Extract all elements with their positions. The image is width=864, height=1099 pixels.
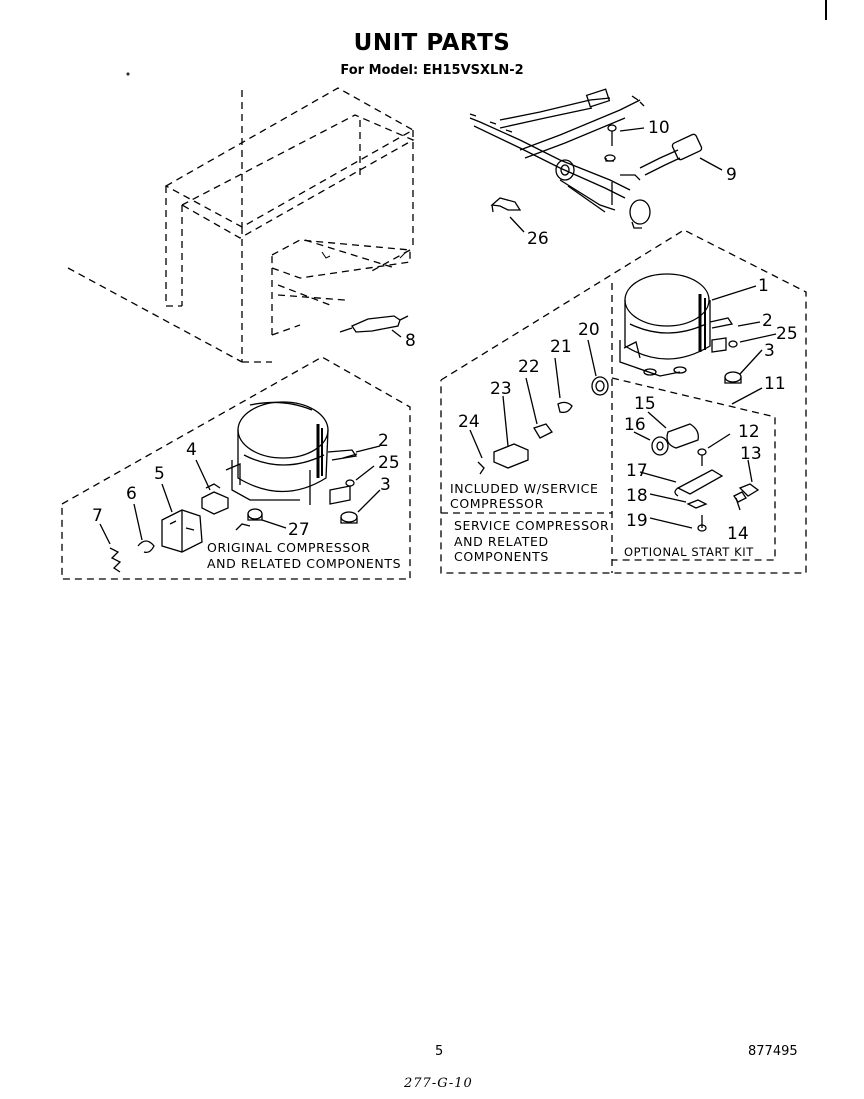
cabinet-details bbox=[127, 73, 406, 258]
service-group-label-1: SERVICE COMPRESSOR bbox=[454, 518, 610, 533]
callout-13: 13 bbox=[740, 444, 762, 464]
page-title: UNIT PARTS bbox=[353, 30, 511, 56]
callout-23: 23 bbox=[490, 379, 512, 399]
bracket-part bbox=[492, 198, 520, 212]
callout-25-original: 25 bbox=[378, 453, 400, 473]
included-note-2: COMPRESSOR bbox=[450, 496, 544, 511]
callout-19: 19 bbox=[626, 511, 648, 531]
service-compressor-drawing bbox=[620, 274, 732, 376]
small-parts-a bbox=[341, 454, 357, 523]
service-group-label-3: COMPONENTS bbox=[454, 549, 549, 564]
wiring-harness bbox=[470, 89, 703, 228]
grommet-part bbox=[236, 509, 262, 530]
spring-clip-part bbox=[110, 548, 120, 572]
part-number: 877495 bbox=[748, 1044, 798, 1059]
callout-17: 17 bbox=[626, 461, 648, 481]
page-number: 5 bbox=[435, 1044, 444, 1059]
callout-9: 9 bbox=[726, 165, 737, 185]
screw-part bbox=[605, 125, 616, 161]
clip-part bbox=[138, 541, 154, 552]
original-group-label-1: ORIGINAL COMPRESSOR bbox=[207, 540, 371, 555]
callout-15: 15 bbox=[634, 394, 656, 414]
cover-part bbox=[162, 510, 202, 552]
callout-14: 14 bbox=[727, 524, 749, 544]
callout-24: 24 bbox=[458, 412, 480, 432]
callout-16: 16 bbox=[624, 415, 646, 435]
callout-25-service: 25 bbox=[776, 324, 798, 344]
callout-2-original: 2 bbox=[378, 431, 389, 451]
original-group-label-2: AND RELATED COMPONENTS bbox=[207, 556, 402, 571]
callout-5: 5 bbox=[154, 464, 165, 484]
callout-7: 7 bbox=[92, 506, 103, 526]
callout-18: 18 bbox=[626, 486, 648, 506]
callout-4: 4 bbox=[186, 440, 197, 460]
service-group-label-2: AND RELATED bbox=[454, 534, 549, 549]
callout-3-original: 3 bbox=[380, 475, 391, 495]
callout-10: 10 bbox=[648, 118, 670, 138]
callout-2-service: 2 bbox=[762, 311, 773, 331]
callout-27: 27 bbox=[288, 520, 310, 540]
start-kit-label: OPTIONAL START KIT bbox=[624, 545, 754, 559]
drier-part bbox=[340, 316, 408, 332]
model-subtitle: For Model: EH15VSXLN-2 bbox=[340, 63, 524, 78]
callout-3-service: 3 bbox=[764, 341, 775, 361]
callout-8: 8 bbox=[405, 331, 416, 351]
original-compressor-drawing bbox=[226, 402, 356, 505]
leader-lines bbox=[100, 128, 776, 544]
small-parts-b bbox=[725, 341, 741, 383]
callout-12: 12 bbox=[738, 422, 760, 442]
callout-6: 6 bbox=[126, 484, 137, 504]
handwritten-note: 277-G-10 bbox=[404, 1076, 473, 1091]
relay-part bbox=[202, 484, 228, 514]
cabinet-outline bbox=[68, 88, 413, 362]
callout-11: 11 bbox=[764, 374, 786, 394]
callout-1: 1 bbox=[758, 276, 769, 296]
included-note-1: INCLUDED W/SERVICE bbox=[450, 481, 599, 496]
callout-26: 26 bbox=[527, 229, 549, 249]
callout-20: 20 bbox=[578, 320, 600, 340]
callout-21: 21 bbox=[550, 337, 572, 357]
callout-22: 22 bbox=[518, 357, 540, 377]
